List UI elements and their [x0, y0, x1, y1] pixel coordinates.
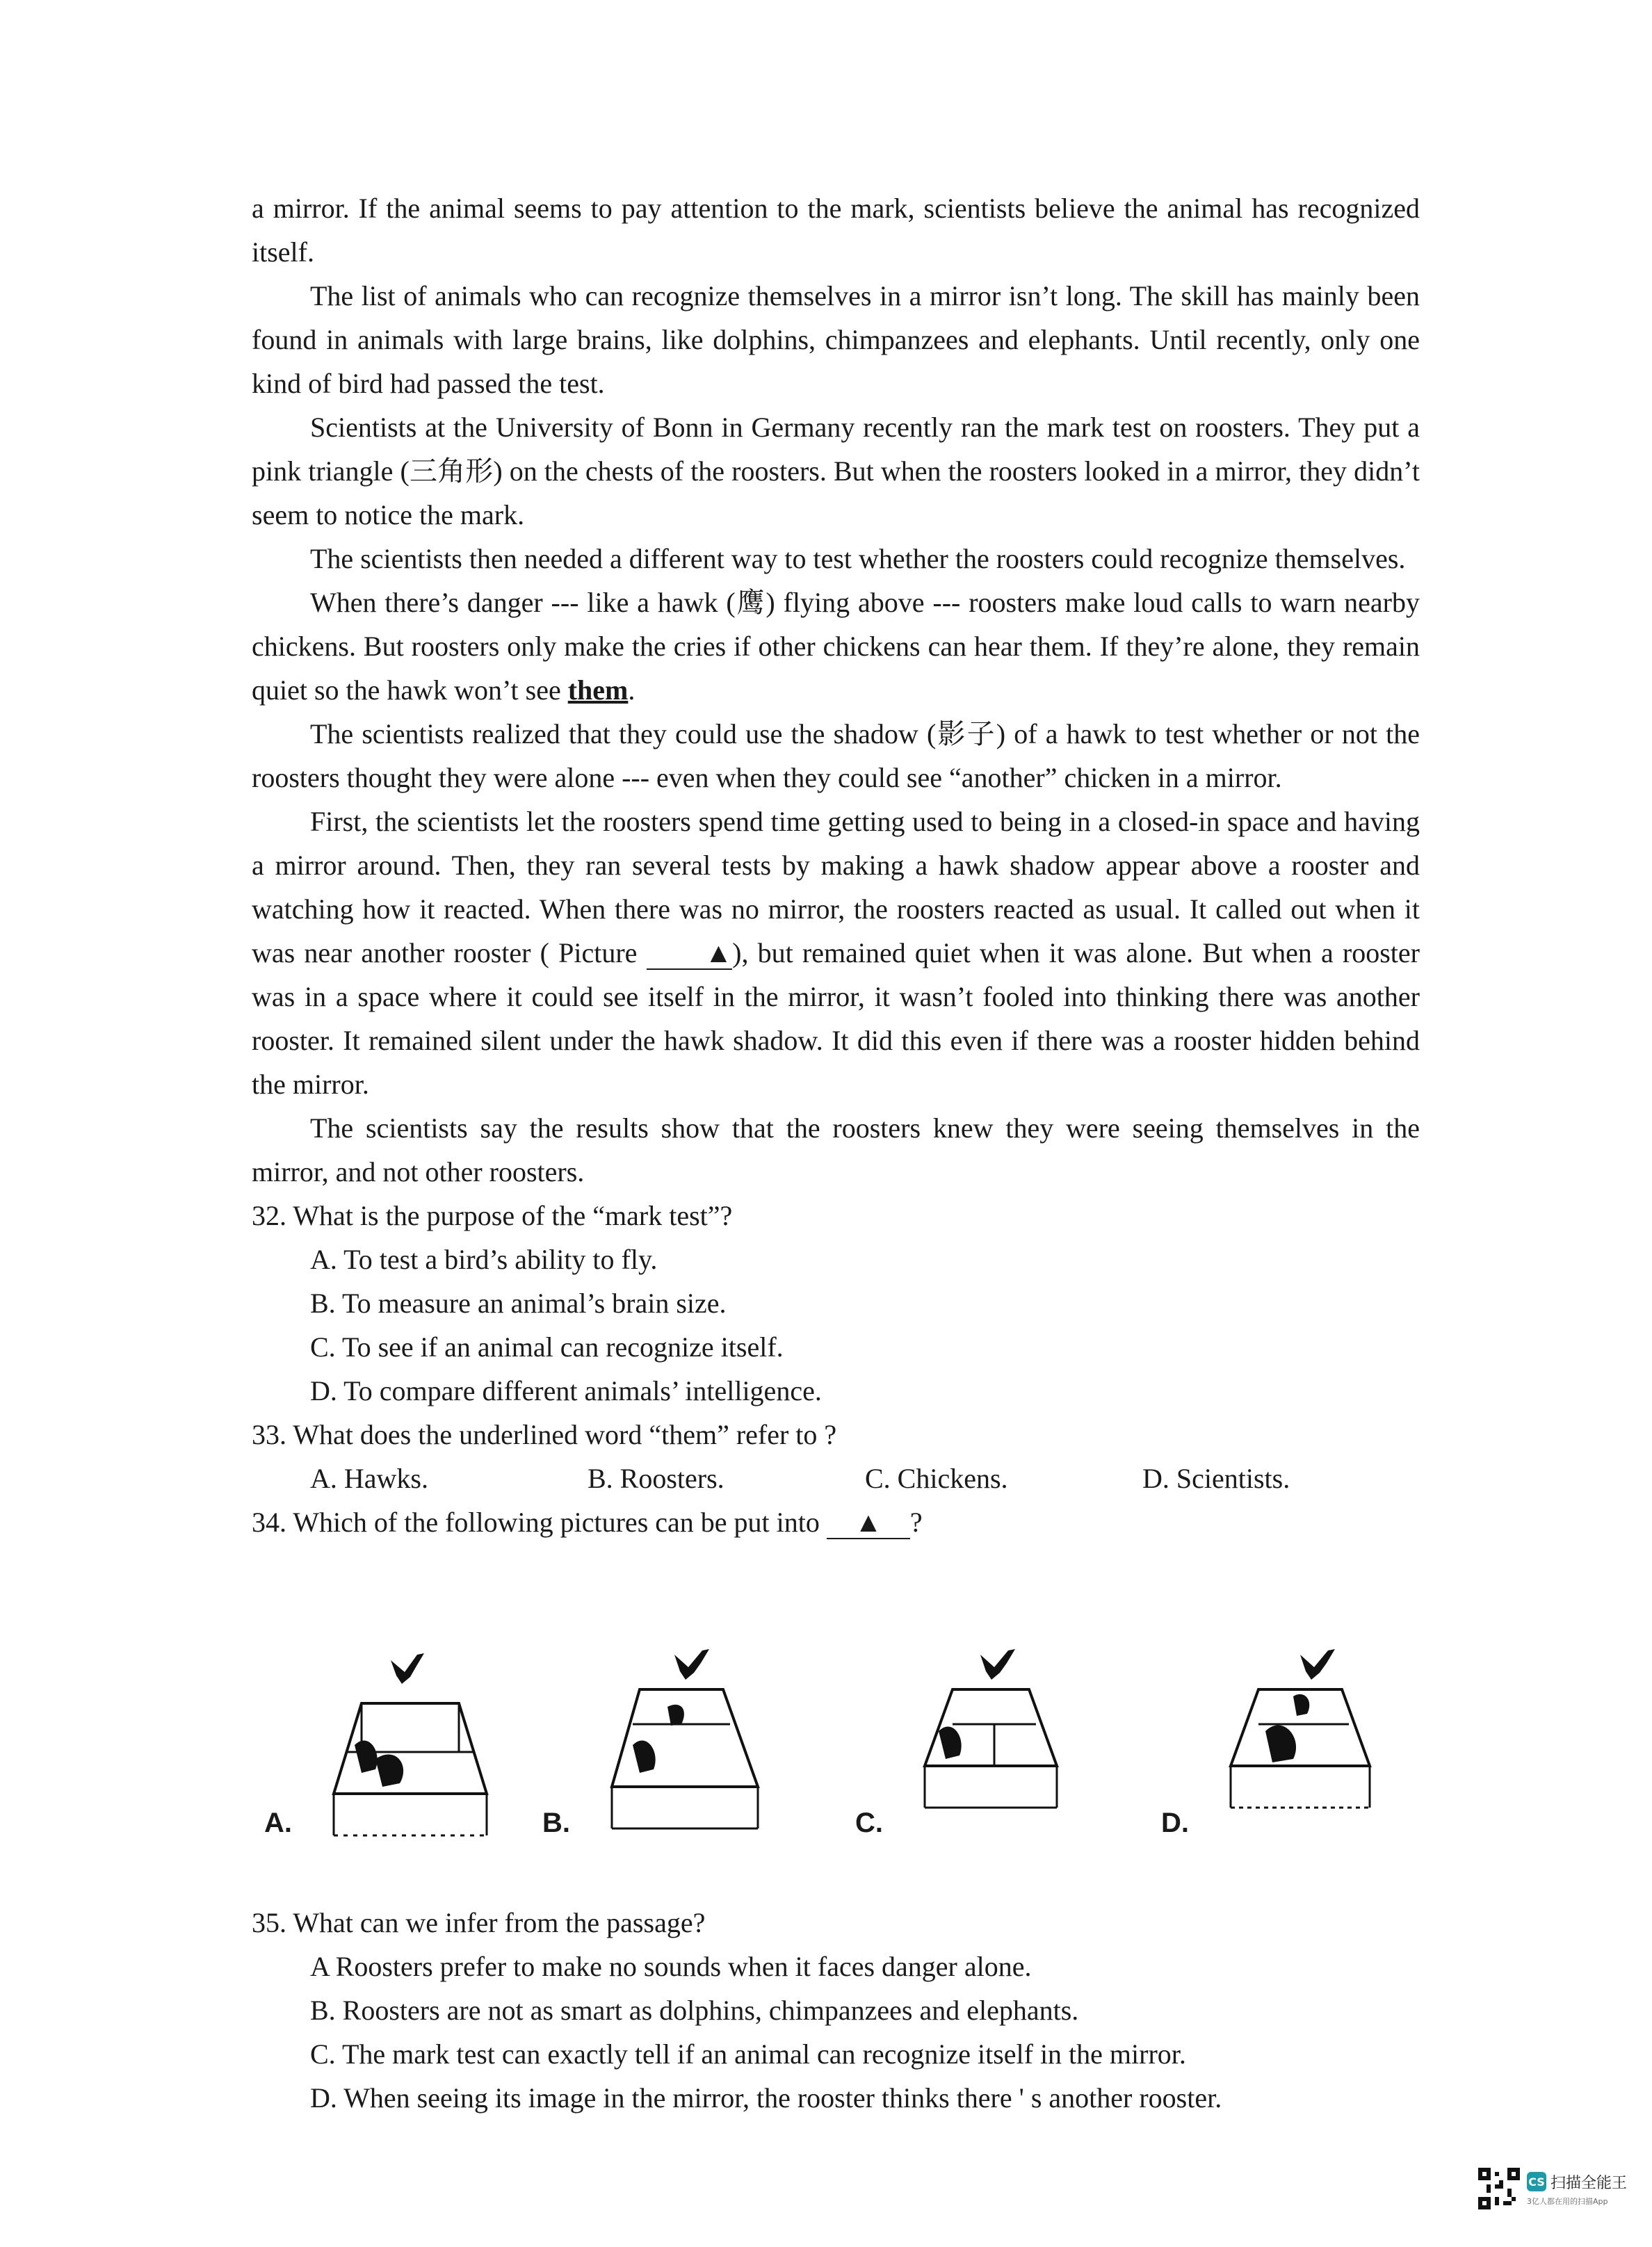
option: C. To see if an animal can recognize itself. [310, 1331, 784, 1363]
underlined-word: them [567, 674, 629, 706]
question-35 [252, 1901, 1420, 2120]
passage-paragraph: a mirror. If the animal seems to pay attention to the mark, scientists believe the animal has recognized itself. [252, 193, 1420, 268]
question-stem: 32. What is the purpose of the “mark test”? [252, 1200, 733, 1231]
question-stem: 35. What can we infer from the passage? [252, 1907, 706, 1938]
picture-letter: D. [1161, 1808, 1189, 1838]
option: B. Roosters are not as smart as dolphins, chimpanzees and elephants. [310, 1995, 1079, 2026]
option: C. Chickens. [865, 1463, 1008, 1494]
watermark-sub: 3亿人都在用的扫描App [1527, 2196, 1608, 2206]
option: D. Scientists. [1142, 1463, 1290, 1494]
scanner-watermark [1478, 2168, 1627, 2209]
passage-paragraph [252, 800, 1420, 1106]
picture-b [542, 1641, 786, 1849]
picture-options [250, 1641, 1432, 1863]
cs-logo-icon: CS [1527, 2172, 1546, 2191]
box-outline [612, 1689, 758, 1787]
rooster-box-illustration [320, 1641, 501, 1849]
hawk-icon [674, 1649, 709, 1680]
question-text: 34. Which of the following pictures can be put into [252, 1507, 827, 1538]
option: D. When seeing its image in the mirror, the rooster thinks there ' s another rooster. [310, 2082, 1222, 2114]
rooster-box-illustration [605, 1641, 786, 1849]
passage-text: . [628, 674, 635, 706]
passage-text: When there’s danger --- like a hawk (鹰) flying above --- roosters make loud calls to warn nearby chickens. But roosters only make the cries if other chickens can hear them. If they’re alone, they remain quiet so the hawk won’t see [252, 587, 1420, 706]
qr-code-icon [1478, 2168, 1520, 2209]
picture-letter: B. [542, 1808, 570, 1838]
option: D. To compare different animals’ intelligence. [310, 1375, 822, 1406]
picture-letter: C. [855, 1808, 883, 1838]
option: A Roosters prefer to make no sounds when it faces danger alone. [310, 1951, 1032, 1982]
passage-paragraph [252, 581, 1420, 712]
watermark-text [1527, 2171, 1627, 2207]
rooster-icon [1265, 1725, 1296, 1762]
passage-paragraph: The scientists say the results show that the roosters knew they were seeing themselves in the mirror, and not other roosters. [252, 1112, 1420, 1187]
passage-paragraph: The list of animals who can recognize themselves in a mirror isn’t long. The skill has mainly been found in animals with large brains, like dolphins, chimpanzees and elephants. Until recently, only one kind of bird had passed the test. [252, 280, 1420, 399]
rooster-box-illustration [890, 1641, 1071, 1849]
answer-blank: ▲ [827, 1507, 910, 1539]
watermark-name: 扫描全能王 [1550, 2174, 1628, 2192]
option: B. Roosters. [588, 1463, 724, 1494]
passage-text: ), but remained quiet when it was alone. But when a rooster was in a space where it could see itself in the mirror, it wasn’t fooled into thinking there was another rooster. It remained silent under the hawk shadow. It did this even if there was a rooster hidden behind the mirror. [252, 937, 1420, 1100]
rooster-icon [633, 1740, 656, 1773]
hawk-icon [980, 1649, 1015, 1680]
picture-a [264, 1641, 501, 1849]
rooster-box-illustration [1217, 1641, 1398, 1849]
passage-paragraph: Scientists at the University of Bonn in Germany recently ran the mark test on roosters. They put a pink triangle (三角形) on the chests of the roosters. But when the roosters looked in a mirror, they didn’t seem to notice the mark. [252, 412, 1420, 530]
option: A. To test a bird’s ability to fly. [310, 1244, 658, 1275]
option: A. Hawks. [310, 1463, 428, 1494]
options-row [252, 1457, 1420, 1500]
passage-text: First, the scientists let the roosters spend time getting used to being in a closed-in space and having a mirror around. Then, they ran several tests by making a hawk shadow appear above a rooster and watching how it reacted. When there was no mirror, the roosters reacted as usual. It called out when it was near another rooster ( Picture [252, 806, 1420, 968]
hawk-icon [1300, 1649, 1335, 1680]
hawk-icon [391, 1653, 424, 1684]
passage-paragraph: The scientists realized that they could use the shadow (影子) of a hawk to test whether or not the roosters thought they were alone --- even when they could see “another” chicken in a mirror. [252, 718, 1420, 793]
question-text: ? [909, 1507, 923, 1538]
picture-letter: A. [264, 1808, 292, 1838]
reading-passage [252, 186, 1420, 1544]
rooster-icon [1293, 1694, 1309, 1716]
picture-d [1161, 1641, 1398, 1849]
rooster-icon [355, 1740, 378, 1773]
picture-c [855, 1641, 1071, 1849]
option: C. The mark test can exactly tell if an animal can recognize itself in the mirror. [310, 2038, 1186, 2070]
question-stem [252, 1500, 1420, 1544]
rooster-icon [667, 1705, 684, 1726]
passage-paragraph: The scientists then needed a different way to test whether the roosters could recognize themselves. [310, 543, 1406, 574]
answer-blank: ▲ [647, 938, 733, 970]
question-stem: 33. What does the underlined word “them” refer to ? [252, 1419, 837, 1450]
rooster-icon [375, 1754, 403, 1787]
option: B. To measure an animal’s brain size. [310, 1288, 727, 1319]
rooster-icon [939, 1726, 962, 1759]
